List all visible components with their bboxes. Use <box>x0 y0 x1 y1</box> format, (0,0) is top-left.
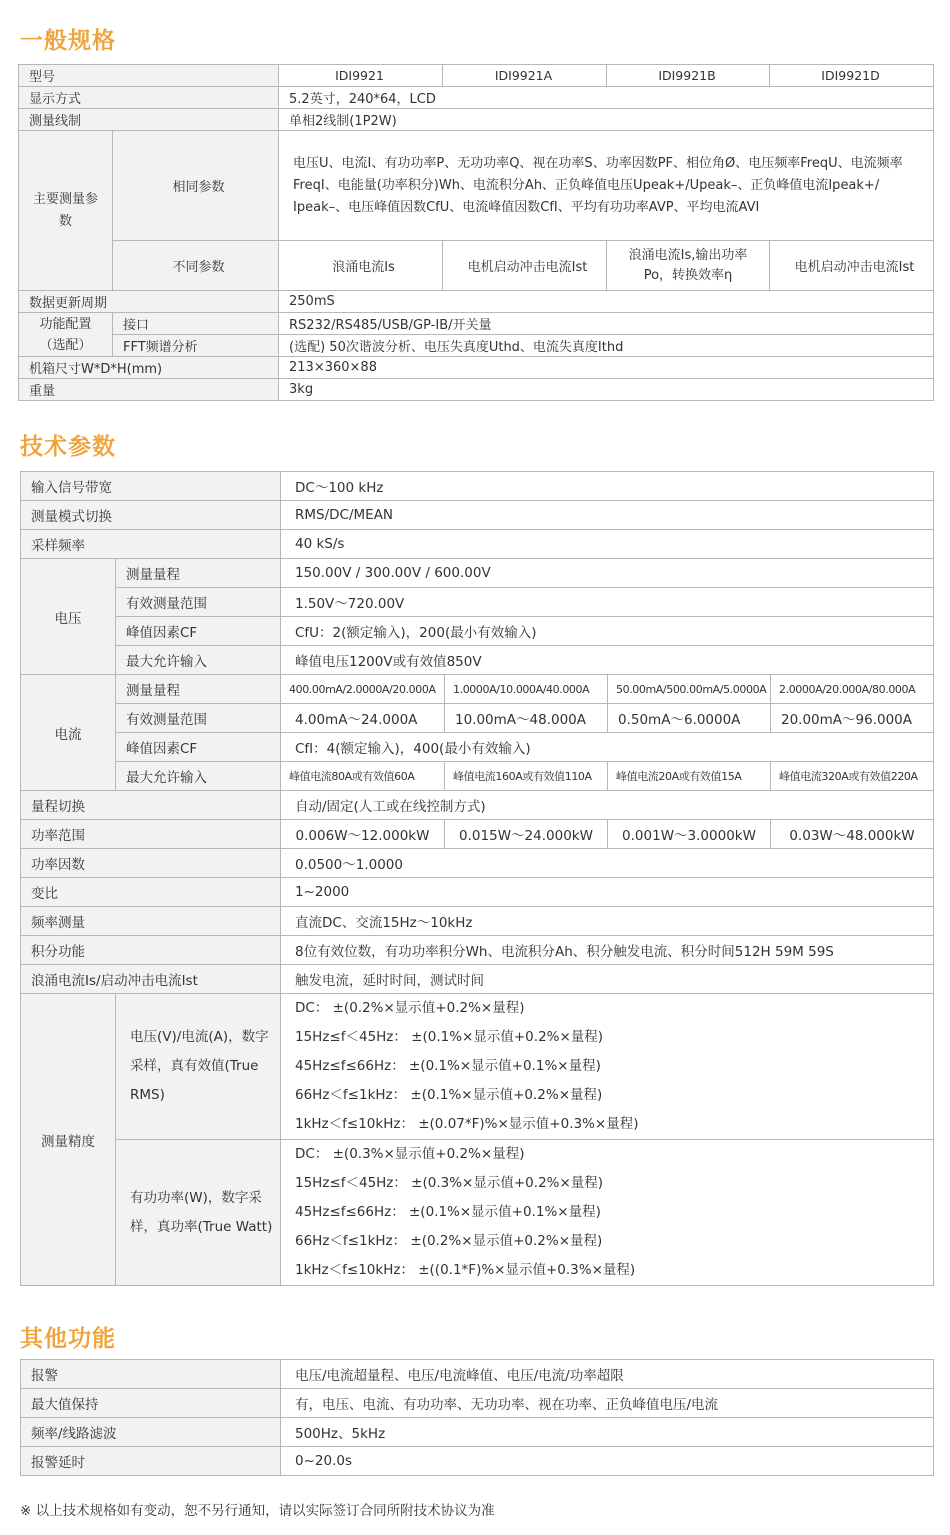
table-row <box>21 1447 934 1476</box>
section-title-tech: 技术参数 <box>20 434 116 460</box>
i-range-value: 1.0000A/10.000A/40.000A <box>445 675 608 704</box>
table-row <box>21 617 934 646</box>
table-row <box>21 762 934 791</box>
table-row <box>21 704 934 733</box>
v-max-value: 峰值电压1200V或有效值850V <box>281 646 934 675</box>
wiring-value: 单相2线制(1P2W) <box>279 109 934 131</box>
table-row <box>21 820 934 849</box>
table-row <box>21 1140 934 1286</box>
sample-label: 采样频率 <box>21 530 281 559</box>
integral-value: 8位有效位数，有功功率积分Wh、电流积分Ah、积分触发电流、积分时间512H 59M 59S <box>281 936 934 965</box>
filter-value: 500Hz、5kHz <box>281 1418 934 1447</box>
range-switch-label: 量程切换 <box>21 791 281 820</box>
filter-label: 频率/线路滤波 <box>21 1418 281 1447</box>
accuracy-line: 1kHz＜f≤10kHz： ±((0.1*F)%×显示值+0.3%×量程) <box>295 1262 636 1278</box>
model-name: IDI9921B <box>607 65 770 87</box>
ratio-value: 1~2000 <box>281 878 934 907</box>
table-row <box>21 878 934 907</box>
accuracy-line: 15Hz≤f＜45Hz： ±(0.1%×显示值+0.2%×量程) <box>295 1029 604 1045</box>
i-eff-label: 有效测量范围 <box>116 704 281 733</box>
i-eff-value: 4.00mA～24.000A <box>281 704 445 733</box>
bandwidth-value: DC～100 kHz <box>281 472 934 501</box>
table-row <box>19 87 934 109</box>
power-range-value: 0.03W～48.000kW <box>771 820 934 849</box>
max-hold-value: 有，电压、电流、有功功率、无功功率、视在功率、正负峰值电压/电流 <box>281 1389 934 1418</box>
freq-label: 频率测量 <box>21 907 281 936</box>
pf-label: 功率因数 <box>21 849 281 878</box>
i-max-value: 峰值电流320A或有效值220A <box>771 762 934 791</box>
main-params-label: 主要测量参数 <box>19 131 113 291</box>
table-row <box>19 291 934 313</box>
tech-spec-table <box>20 471 934 1286</box>
interface-label: 接口 <box>113 313 279 335</box>
diff-params-label: 不同参数 <box>113 241 279 291</box>
accuracy-line: 66Hz＜f≤1kHz： ±(0.1%×显示值+0.2%×量程) <box>295 1087 603 1103</box>
alarm-delay-value: 0~20.0s <box>281 1447 934 1476</box>
pf-value: 0.0500～1.0000 <box>281 849 934 878</box>
table-row <box>21 1389 934 1418</box>
general-spec-table <box>18 64 934 401</box>
v-eff-label: 有效测量范围 <box>116 588 281 617</box>
fft-label: FFT频谱分析 <box>113 335 279 357</box>
footnote: ※ 以上技术规格如有变动，恕不另行通知，请以实际签订合同所附技术协议为准 <box>20 1503 495 1519</box>
accuracy-line: 1kHz＜f≤10kHz： ±(0.07*F)%×显示值+0.3%×量程) <box>295 1116 639 1132</box>
alarm-label: 报警 <box>21 1360 281 1389</box>
current-label: 电流 <box>21 675 116 791</box>
diff-param-value: 浪涌电流Is,输出功率Po，转换效率η <box>607 241 770 291</box>
update-value: 250mS <box>279 291 934 313</box>
table-row <box>21 559 934 588</box>
i-max-value: 峰值电流80A或有效值60A <box>281 762 445 791</box>
table-row <box>21 588 934 617</box>
diff-param-value: 浪涌电流Is <box>279 241 443 291</box>
size-value: 213×360×88 <box>279 357 934 379</box>
model-name: IDI9921A <box>443 65 607 87</box>
table-row <box>19 109 934 131</box>
accuracy-line: 45Hz≤f≤66Hz： ±(0.1%×显示值+0.1%×量程) <box>295 1058 601 1074</box>
surge-label: 浪涌电流Is/启动冲击电流Ist <box>21 965 281 994</box>
table-row <box>21 965 934 994</box>
table-row <box>19 335 934 357</box>
max-hold-label: 最大值保持 <box>21 1389 281 1418</box>
table-row <box>21 530 934 559</box>
table-row <box>19 65 934 87</box>
table-row <box>21 849 934 878</box>
v-range-value: 150.00V / 300.00V / 600.00V <box>281 559 934 588</box>
power-range-value: 0.006W～12.000kW <box>281 820 445 849</box>
alarm-delay-label: 报警延时 <box>21 1447 281 1476</box>
model-name: IDI9921 <box>279 65 443 87</box>
wiring-label: 测量线制 <box>19 109 279 131</box>
accuracy-label: 测量精度 <box>21 994 116 1286</box>
section-title-general: 一般规格 <box>20 28 116 54</box>
display-value: 5.2英寸，240*64，LCD <box>279 87 934 109</box>
weight-label: 重量 <box>19 379 279 401</box>
accuracy-line: DC： ±(0.2%×显示值+0.2%×量程) <box>295 1000 525 1016</box>
table-row <box>21 501 934 530</box>
model-label: 型号 <box>19 65 279 87</box>
update-label: 数据更新周期 <box>19 291 279 313</box>
table-row <box>19 241 934 291</box>
i-range-label: 测量量程 <box>116 675 281 704</box>
i-range-value: 50.00mA/500.00mA/5.0000A <box>608 675 771 704</box>
power-range-label: 功率范围 <box>21 820 281 849</box>
weight-value: 3kg <box>279 379 934 401</box>
power-range-value: 0.015W～24.000kW <box>445 820 608 849</box>
power-range-value: 0.001W～3.0000kW <box>608 820 771 849</box>
table-row <box>19 131 934 241</box>
sample-value: 40 kS/s <box>281 530 934 559</box>
i-max-label: 最大允许输入 <box>116 762 281 791</box>
v-cf-value: CfU：2(额定输入)，200(最小有效输入) <box>281 617 934 646</box>
voltage-label: 电压 <box>21 559 116 675</box>
table-row <box>19 379 934 401</box>
integral-label: 积分功能 <box>21 936 281 965</box>
mode-label: 测量模式切换 <box>21 501 281 530</box>
freq-value: 直流DC、交流15Hz～10kHz <box>281 907 934 936</box>
same-params-label: 相同参数 <box>113 131 279 241</box>
range-switch-value: 自动/固定(人工或在线控制方式) <box>281 791 934 820</box>
acc-w-label: 有功功率(W)，数字采样，真功率(True Watt) <box>116 1140 281 1286</box>
i-max-value: 峰值电流20A或有效值15A <box>608 762 771 791</box>
same-params-value: 电压U、电流I、有功功率P、无功功率Q、视在功率S、功率因数PF、相位角Ø、电压频率FreqU、电流频率FreqI、电能量(功率积分)Wh、电流积分Ah、正负峰值电压Upeak+/Upeak–、正负峰值电流Ipeak+/ Ipeak–、电压峰值因数CfU、电流峰值因数CfI、平均有功功率AVP、平均电流AVI <box>279 131 934 241</box>
table-row <box>21 675 934 704</box>
table-row <box>21 907 934 936</box>
v-eff-value: 1.50V～720.00V <box>281 588 934 617</box>
display-label: 显示方式 <box>19 87 279 109</box>
acc-vi-label: 电压(V)/电流(A)，数字采样，真有效值(True RMS) <box>116 994 281 1140</box>
bandwidth-label: 输入信号带宽 <box>21 472 281 501</box>
interface-value: RS232/RS485/USB/GP-IB/开关量 <box>279 313 934 335</box>
table-row <box>21 791 934 820</box>
accuracy-line: 66Hz＜f≤1kHz： ±(0.2%×显示值+0.2%×量程) <box>295 1233 603 1249</box>
diff-param-value: 电机启动冲击电流Ist <box>770 241 934 291</box>
table-row <box>21 1418 934 1447</box>
i-eff-value: 10.00mA～48.000A <box>445 704 608 733</box>
i-cf-value: CfI：4(额定输入)，400(最小有效输入) <box>281 733 934 762</box>
fft-value: (选配) 50次谐波分析、电压失真度Uthd、电流失真度Ithd <box>279 335 934 357</box>
i-range-value: 400.00mA/2.0000A/20.000A <box>281 675 445 704</box>
i-cf-label: 峰值因素CF <box>116 733 281 762</box>
acc-w-values <box>281 1140 934 1286</box>
table-row <box>21 646 934 675</box>
diff-param-value: 电机启动冲击电流Ist <box>443 241 607 291</box>
accuracy-line: 45Hz≤f≤66Hz： ±(0.1%×显示值+0.1%×量程) <box>295 1204 601 1220</box>
table-row <box>21 733 934 762</box>
table-row <box>21 994 934 1140</box>
accuracy-line: 15Hz≤f＜45Hz： ±(0.3%×显示值+0.2%×量程) <box>295 1175 604 1191</box>
i-eff-value: 0.50mA～6.0000A <box>608 704 771 733</box>
table-row <box>19 357 934 379</box>
function-label: 功能配置（选配） <box>19 313 113 357</box>
i-range-value: 2.0000A/20.000A/80.000A <box>771 675 934 704</box>
alarm-value: 电压/电流超量程、电压/电流峰值、电压/电流/功率超限 <box>281 1360 934 1389</box>
v-max-label: 最大允许输入 <box>116 646 281 675</box>
mode-value: RMS/DC/MEAN <box>281 501 934 530</box>
table-row <box>21 936 934 965</box>
v-cf-label: 峰值因素CF <box>116 617 281 646</box>
surge-value: 触发电流，延时时间，测试时间 <box>281 965 934 994</box>
table-row <box>19 313 934 335</box>
v-range-label: 测量量程 <box>116 559 281 588</box>
size-label: 机箱尺寸W*D*H(mm) <box>19 357 279 379</box>
i-eff-value: 20.00mA～96.000A <box>771 704 934 733</box>
ratio-label: 变比 <box>21 878 281 907</box>
acc-vi-values <box>281 994 934 1140</box>
i-max-value: 峰值电流160A或有效值110A <box>445 762 608 791</box>
accuracy-line: DC： ±(0.3%×显示值+0.2%×量程) <box>295 1146 525 1162</box>
table-row <box>21 1360 934 1389</box>
section-title-other: 其他功能 <box>20 1326 116 1352</box>
other-spec-table <box>20 1359 934 1476</box>
model-name: IDI9921D <box>770 65 934 87</box>
table-row <box>21 472 934 501</box>
